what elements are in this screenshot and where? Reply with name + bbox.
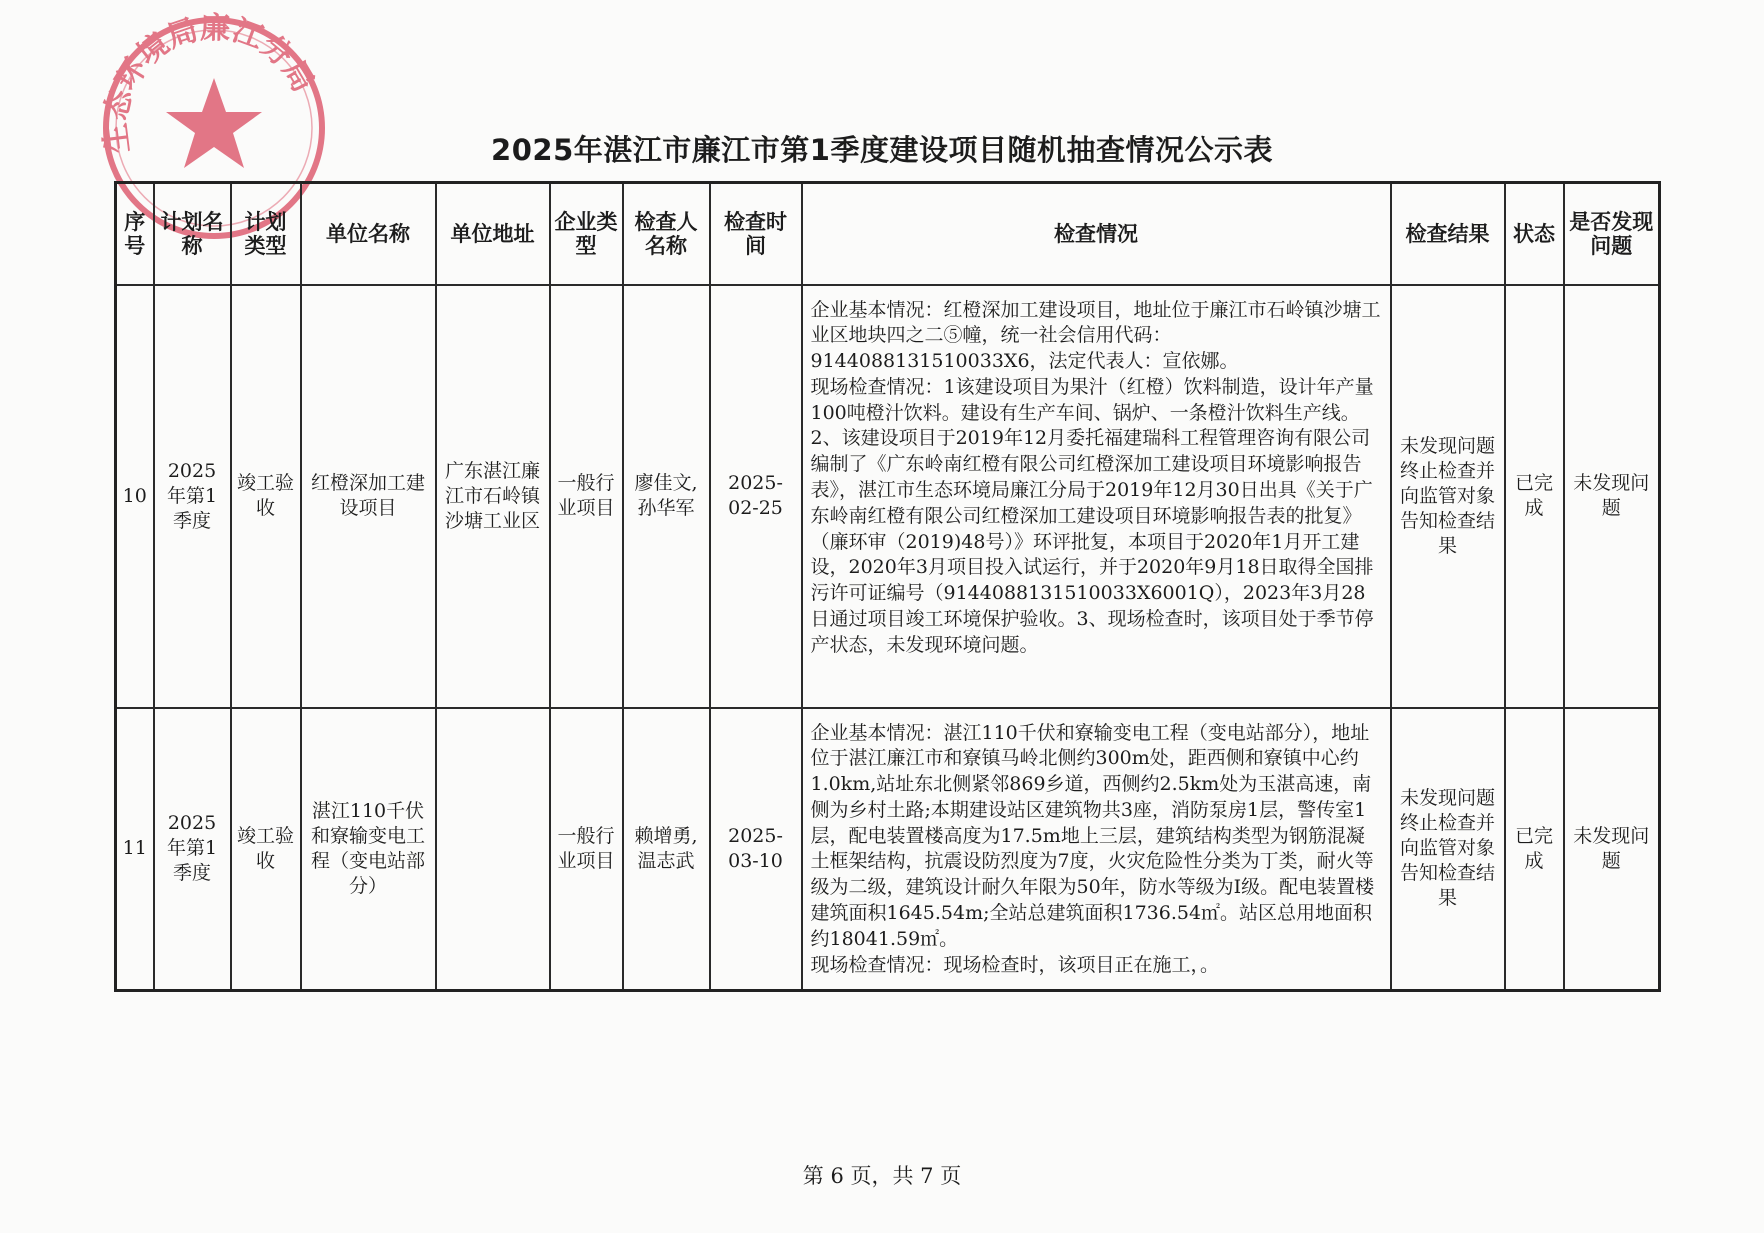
cell-unit-address: 广东湛江廉江市石岭镇沙塘工业区 — [436, 285, 550, 708]
header-unit-address: 单位地址 — [436, 183, 550, 285]
details-site: 现场检查情况：现场检查时，该项目正在施工，。 — [810, 953, 1220, 976]
cell-plan-type: 竣工验收 — [231, 708, 301, 991]
header-issues-found: 是否发现问题 — [1564, 183, 1660, 285]
details-site: 现场检查情况：1该建设项目为果汁（红橙）饮料制造，设计年产量100吨橙汁饮料。建设有生产车间、锅炉、一条橙汁饮料生产线。2、该建设项目于2019年12月委托福建瑞科工程管理咨询有限公司编制了《广东岭南红橙有限公司红橙深加工建设项目环境影响报告表》，湛江市生态环境局廉江分局于2019年12月30日出具《关于广东岭南红橙有限公司红橙深加工建设项目环境影响报告表的批复》（廉环审（2019)48号）》环评批复，本项目于2020年1月开工建设，2020年3月项目投入试运行，并于2020年9月18日取得全国排污许可证编号（9144088131510033X6001Q），2023年3月28日通过项目竣工环境保护验收。3、现场检查时，该项目处于季节停产状态，未发现环境问题。 — [810, 375, 1374, 656]
page-title: 2025年湛江市廉江市第1季度建设项目随机抽查情况公示表 — [491, 133, 1273, 167]
cell-inspector: 廖佳文,孙华军 — [623, 285, 710, 708]
cell-seq: 11 — [116, 708, 154, 991]
cell-issues-found: 未发现问题 — [1564, 708, 1660, 991]
page-footer: 第 6 页，共 7 页 — [802, 1164, 962, 1188]
details-basic: 企业基本情况：湛江110千伏和寮输变电工程（变电站部分），地址位于湛江廉江市和寮镇马岭北侧约300m处，距西侧和寮镇中心约1.0km,站址东北侧紧邻869乡道，西侧约2.5km处为玉湛高速，南侧为乡村土路;本期建设站区建筑物共3座，消防泵房1层，警传室1层，配电装置楼高度为17.5m地上三层，建筑结构类型为钢筋混凝土框架结构，抗震设防烈度为7度，火灾危险性分类为丁类，耐火等级为二级，建筑设计耐久年限为50年，防水等级为I级。配电装置楼建筑面积1645.54m;全站总建筑面积1736.54㎡。站区总用地面积约18041.59㎡。 — [810, 721, 1375, 950]
header-plan-name: 计划名称 — [154, 183, 231, 285]
cell-inspection-time: 2025-02-25 — [710, 285, 802, 708]
cell-status: 已完成 — [1505, 708, 1564, 991]
header-enterprise-type: 企业类型 — [550, 183, 623, 285]
cell-result: 未发现问题终止检查并向监管对象告知检查结果 — [1391, 708, 1505, 991]
header-result: 检查结果 — [1391, 183, 1505, 285]
cell-enterprise-type: 一般行业项目 — [550, 285, 623, 708]
svg-text:生态环境局廉江分局: 生态环境局廉江分局 — [98, 10, 321, 156]
table-row — [116, 285, 1660, 708]
header-inspector: 检查人名称 — [623, 183, 710, 285]
cell-inspection-details — [802, 285, 1391, 708]
cell-plan-name: 2025年第1季度 — [154, 708, 231, 991]
header-inspection-details: 检查情况 — [802, 183, 1391, 285]
table-header-row — [116, 183, 1660, 285]
header-plan-type: 计划类型 — [231, 183, 301, 285]
header-inspection-time: 检查时间 — [710, 183, 802, 285]
cell-enterprise-type: 一般行业项目 — [550, 708, 623, 991]
cell-inspection-time: 2025-03-10 — [710, 708, 802, 991]
inspection-table — [114, 181, 1661, 992]
header-unit-name: 单位名称 — [301, 183, 436, 285]
cell-seq: 10 — [116, 285, 154, 708]
cell-plan-name: 2025年第1季度 — [154, 285, 231, 708]
cell-plan-type: 竣工验收 — [231, 285, 301, 708]
cell-result: 未发现问题终止检查并向监管对象告知检查结果 — [1391, 285, 1505, 708]
cell-unit-name: 湛江110千伏和寮输变电工程（变电站部分） — [301, 708, 436, 991]
cell-unit-address — [436, 708, 550, 991]
cell-unit-name: 红橙深加工建设项目 — [301, 285, 436, 708]
header-status: 状态 — [1505, 183, 1564, 285]
cell-issues-found: 未发现问题 — [1564, 285, 1660, 708]
details-basic: 企业基本情况：红橙深加工建设项目，地址位于廉江市石岭镇沙塘工业区地块四之二⑤幢，统一社会信用代码：9144088131510033X6，法定代表人：宣依娜。 — [810, 298, 1381, 373]
cell-inspector: 赖增勇,温志武 — [623, 708, 710, 991]
cell-status: 已完成 — [1505, 285, 1564, 708]
cell-inspection-details — [802, 708, 1391, 991]
table-row — [116, 708, 1660, 991]
header-seq: 序号 — [116, 183, 154, 285]
